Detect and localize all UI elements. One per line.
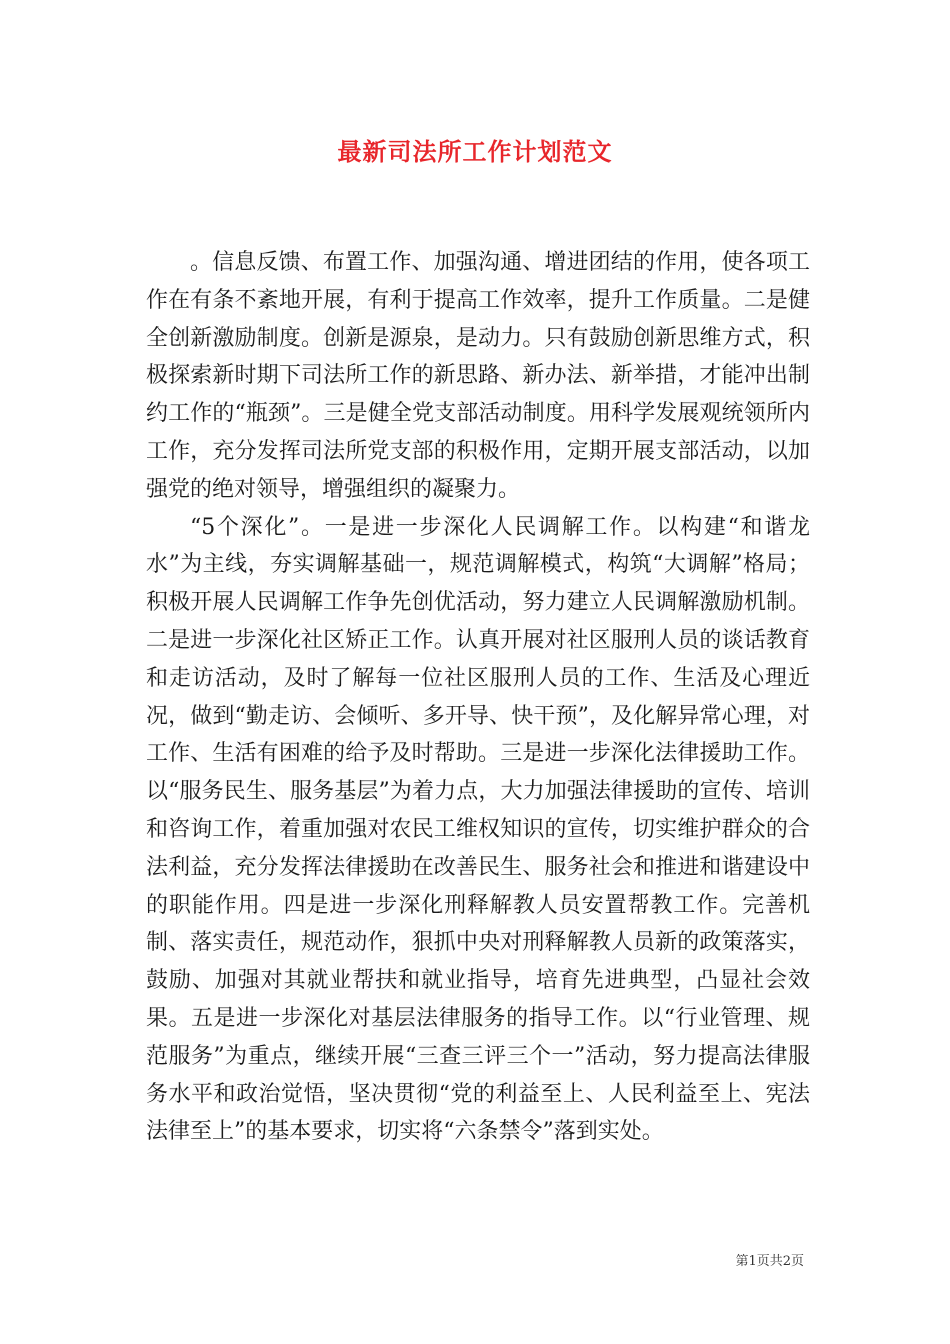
document-body (146, 244, 810, 1151)
paragraph-1: 。信息反馈、布置工作、加强沟通、增进团结的作用，使各项工作在有条不紊地开展，有利于提高工作效率，提升工作质量。二是健全创新激励制度。创新是源泉，是动力。只有鼓励创新思维方式，积极探索新时期下司法所工作的新思路、新办法、新举措，才能冲出制约工作的“瓶颈”。三是健全党支部活动制度。用科学发展观统领所内工作，充分发挥司法所党支部的积极作用，定期开展支部活动，以加强党的绝对领导，增强组织的凝聚力。 (146, 250, 810, 502)
document-title: 最新司法所工作计划范文 (337, 137, 613, 166)
page-number: 第1页共2页 (735, 1254, 804, 1269)
paragraph-2: “5个深化”。一是进一步深化人民调解工作。以构建“和谐龙水”为主线，夯实调解基础一，规范调解模式，构筑“大调解”格局；积极开展人民调解工作争先创优活动，努力建立人民调解激励机制。二是进一步深化社区矫正工作。认真开展对社区服刑人员的谈话教育和走访活动，及时了解每一位社区服刑人员的工作、生活及心理近况，做到“勤走访、会倾听、多开导、快干预”，及化解异常心理，对工作、生活有困难的给予及时帮助。三是进一步深化法律援助工作。以“服务民生、服务基层”为着力点，大力加强法律援助的宣传、培训和咨询工作，着重加强对农民工维权知识的宣传，切实维护群众的合法利益，充分发挥法律援助在改善民生、服务社会和推进和谐建设中的职能作用。四是进一步深化刑释解教人员安置帮教工作。完善机制、落实责任，规范动作，狠抓中央对刑释解教人员新的政策落实，鼓励、加强对其就业帮扶和就业指导，培育先进典型，凸显社会效果。五是进一步深化对基层法律服务的指导工作。以“行业管理、规范服务”为重点，继续开展“三查三评三个一”活动，努力提高法律服务水平和政治觉悟，坚决贯彻“党的利益至上、人民利益至上、宪法法律至上”的基本要求，切实将“六条禁令”落到实处。 (146, 514, 810, 1145)
